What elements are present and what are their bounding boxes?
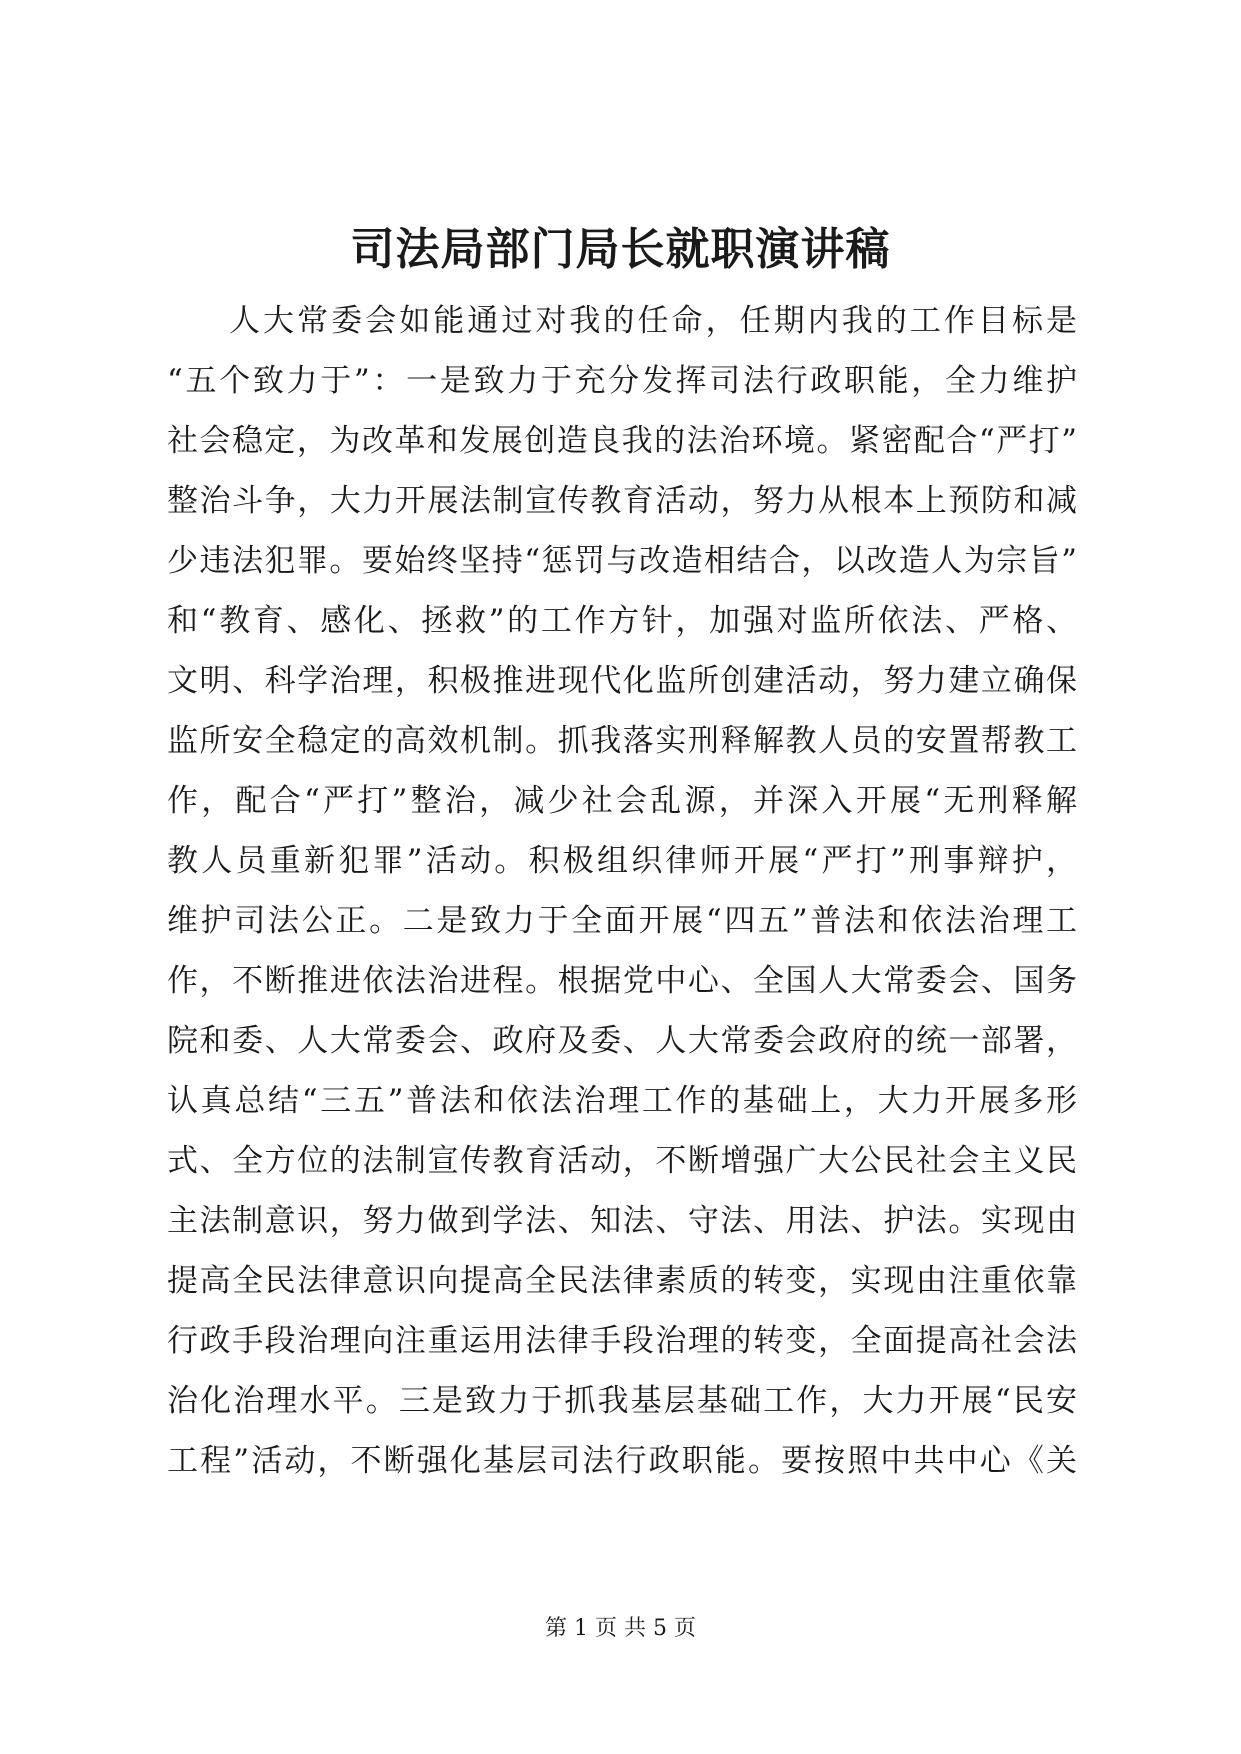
- text-line: 认真总结“三五”普法和依法治理工作的基础上，大力开展多形: [167, 1083, 1077, 1119]
- text-line: 社会稳定，为改革和发展创造良我的法治环境。紧密配合“严打”: [167, 423, 1077, 459]
- text-line: 文明、科学治理，积极推进现代化监所创建活动，努力建立确保: [167, 663, 1077, 699]
- text-line: 式、全方位的法制宣传教育活动，不断增强广大公民社会主义民: [167, 1143, 1077, 1179]
- text-line: 人大常委会如能通过对我的任命，任期内我的工作目标是: [229, 303, 1077, 339]
- text-line: 院和委、人大常委会、政府及委、人大常委会政府的统一部署，: [167, 1023, 1077, 1059]
- text-line: 教人员重新犯罪”活动。积极组织律师开展“严打”刑事辩护，: [167, 843, 1077, 879]
- text-line: “五个致力于”：一是致力于充分发挥司法行政职能，全力维护: [167, 363, 1077, 399]
- text-line: 少违法犯罪。要始终坚持“惩罚与改造相结合，以改造人为宗旨”: [167, 543, 1077, 579]
- text-line: 提高全民法律意识向提高全民法律素质的转变，实现由注重依靠: [167, 1263, 1077, 1299]
- text-line: 作，配合“严打”整治，减少社会乱源，并深入开展“无刑释解: [167, 783, 1077, 819]
- text-line: 维护司法公正。二是致力于全面开展“四五”普法和依法治理工: [167, 903, 1077, 939]
- text-line: 整治斗争，大力开展法制宣传教育活动，努力从根本上预防和减: [167, 483, 1077, 519]
- text-line: 工程”活动，不断强化基层司法行政职能。要按照中共中心《关: [167, 1443, 1077, 1479]
- text-line: 主法制意识，努力做到学法、知法、守法、用法、护法。实现由: [167, 1203, 1077, 1239]
- document-title: 司法局部门局长就职演讲稿: [350, 224, 891, 275]
- text-line: 和“教育、感化、拯救”的工作方针，加强对监所依法、严格、: [167, 603, 1077, 639]
- body-text: [167, 291, 1077, 1491]
- text-line: 监所安全稳定的高效机制。抓我落实刑释解教人员的安置帮教工: [167, 723, 1077, 759]
- text-line: 作，不断推进依法治进程。根据党中心、全国人大常委会、国务: [167, 963, 1077, 999]
- text-line: 治化治理水平。三是致力于抓我基层基础工作，大力开展“民安: [167, 1383, 1077, 1419]
- text-line: 行政手段治理向注重运用法律手段治理的转变，全面提高社会法: [167, 1323, 1077, 1359]
- page-footer: 第 1 页 共 5 页: [545, 1616, 696, 1641]
